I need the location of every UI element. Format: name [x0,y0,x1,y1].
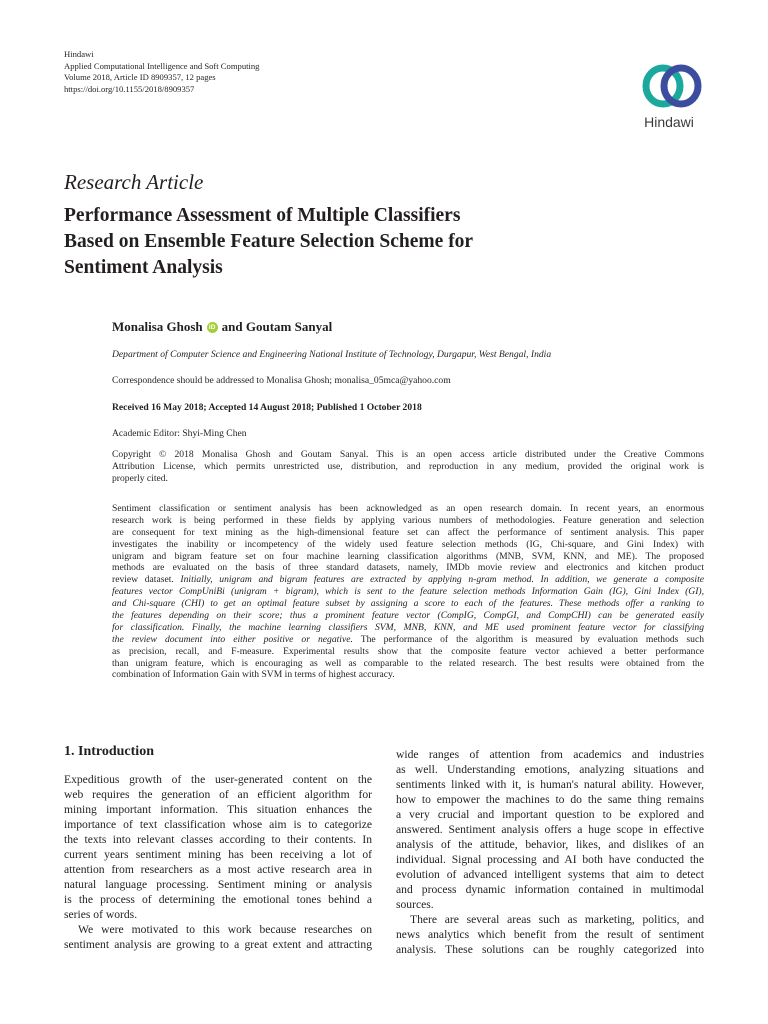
abstract-text: investigates the inability or incompetency of the widely used feature selection methods (IG, Chi-square, and Gini Index) with [112,538,704,550]
body-text-line: sources. [396,898,434,911]
body-text-line: series of words. [64,908,138,921]
hindawi-logo-icon [635,60,709,112]
abstract-text: unigram and bigram feature set on four machine learning classification algorithms (MNB, SVM, KNN, and ME). The proposed [112,550,704,562]
title-line: Performance Assessment of Multiple Classifiers [64,205,461,226]
journal-header [64,49,484,95]
body-text-line: Expeditious growth of the user-generated content on the [64,773,372,786]
abstract-text: methods are evaluated on the basis of three standard datasets, namely, IMDb movie review and electronics and kitchen product [112,562,704,574]
abstract-line [112,669,704,681]
abstract-text: review dataset. [112,574,174,586]
abstract-line [112,646,704,658]
abstract-line [112,515,704,527]
abstract-line [112,598,704,610]
body-text-line: how to empower the machines to do the same thing remains [396,793,704,806]
hindawi-logo [632,60,712,132]
body-text-line: There are several areas such as marketing, politics, and [410,913,704,926]
body-text-line: sentiments linked with it, is human's natural ability. However, [396,778,704,791]
body-text-line: analysis of the attitude, behavior, likes, and dislikes of an [396,838,704,851]
abstract-line [112,539,704,551]
volume-info: Volume 2018, Article ID 8909357, 12 pages [64,72,216,83]
orcid-icon[interactable]: iD [207,322,218,333]
abstract-text: Initially, unigram and bigram features are extracted by applying n-gram method. In addition, we generate a composite [173,574,704,586]
abstract-text: combination of Information Gain with SVM in terms of highest accuracy. [112,669,395,681]
abstract-text: than unigram feature, which is encouraging as well as comparable to the related research. The best results were obtained from the [112,657,704,669]
body-text-line: individual. Signal processing and AI both have conducted the [396,853,704,866]
body-text-line: is the process of determining the emotional tones behind a [64,893,372,906]
journal-name: Applied Computational Intelligence and Soft Computing [64,60,260,71]
publication-dates: Received 16 May 2018; Accepted 14 August 2018; Published 1 October 2018 [112,402,422,413]
body-text-line: answered. Sentiment analysis offers a huge scope in effective [396,823,704,836]
abstract-text: the review document into either positive or negative. [112,633,353,645]
body-text-line: We were motivated to this work because researches on [78,923,372,936]
abstract [112,503,704,681]
abstract-text: for classification. Finally, the machine learning classifiers SVM, MNB, KNN, and ME used prominent feature vector for classifying [112,621,704,633]
body-text-line: attention from researchers as a most active research area in [64,863,372,876]
abstract-line [112,610,704,622]
paper-title [64,203,584,281]
body-text-line: current years sentiment mining has been receiving a lot of [64,848,372,861]
copyright-line: Copyright © 2018 Monalisa Ghosh and Goutam Sanyal. This is an open access article distributed under the Creative Commons [112,449,704,460]
abstract-text: the features depending on their score; thus a prominent feature vector (CompIG, CompGI, and CompCHI) can be generated easily [112,610,704,622]
title-line: Sentiment Analysis [64,257,223,278]
body-text-line: evolution of advanced intelligent systems that aim to detect [396,868,704,881]
publisher-name: Hindawi [64,49,94,59]
abstract-text: and Chi-square (CHI) to get an optimal feature subset by assigning a score to each of the features. These methods offer a ranking to [112,598,704,610]
affiliation: Department of Computer Science and Engineering National Institute of Technology, Durgapur, West Bengal, India [112,349,552,360]
abstract-line [112,562,704,574]
body-text-line: mining important information. This situation enhances the [64,803,372,816]
right-column [396,747,704,957]
logo-text: Hindawi [644,114,694,130]
body-text-line: sentiment analysis are growing to a great extent and attracting [64,938,372,951]
body-text-line: importance of text classification whose aim is to categorize [64,818,372,831]
abstract-text: features vector CompUniBi (unigram + bigram), which is sent to the feature selection methods Information Gain (IG), Gini Index (GI), [112,586,704,598]
body-text-line: analysis. These solutions can be roughly categorized into [396,943,704,956]
body-text-line: and process dynamic information contained in multimodal [396,883,704,896]
abstract-line [112,551,704,563]
abstract-line [112,634,704,646]
abstract-text: The performance of the algorithm is measured by evaluation methods such [352,633,704,645]
copyright-line: Attribution License, which permits unrestricted use, distribution, and reproduction in any medium, provided the original work is [112,460,704,472]
left-column [64,772,372,952]
copyright-notice [112,449,704,485]
abstract-line [112,586,704,598]
abstract-line [112,622,704,634]
body-text-line: natural language processing. Sentiment mining or analysis [64,878,372,891]
academic-editor: Academic Editor: Shyi-Ming Chen [112,428,247,439]
author-first[interactable]: Monalisa Ghosh [112,319,203,334]
doi-link[interactable]: https://doi.org/10.1155/2018/8909357 [64,83,195,94]
correspondence: Correspondence should be addressed to Monalisa Ghosh; monalisa_05mca@yahoo.com [112,375,451,386]
abstract-text: are consequent for text mining as the high-dimensional feature set can affect the performance of sentiment analysis. This paper [112,526,704,538]
abstract-line [112,658,704,670]
abstract-line [112,503,704,515]
abstract-text: Sentiment classification or sentiment analysis has been acknowledged as an open research domain. In recent years, an enormous [112,503,704,514]
section-heading: 1. Introduction [64,744,154,759]
copyright-line: properly cited. [112,472,168,484]
body-text-line: wide ranges of attention from academics and industries [396,748,704,761]
body-text-line: the texts into relevant classes according to their contents. In [64,833,372,846]
author-rest: and Goutam Sanyal [221,319,333,334]
body-text-line: web requires the generation of an efficient algorithm for [64,788,372,801]
author-list [112,319,332,335]
body-text-line: a very crucial and important question to be explored and [396,808,704,821]
abstract-line [112,574,704,586]
body-text-line: as well. Understanding emotions, analyzing situations and [396,763,704,776]
abstract-line [112,527,704,539]
body-text-line: news analytics which benefit from the result of sentiment [396,928,704,941]
abstract-text: as precision, recall, and F-measure. Experimental results show that the composite feature vector achieved a better performance [112,645,704,657]
article-type: Research Article [64,170,204,194]
title-line: Based on Ensemble Feature Selection Scheme for [64,231,474,252]
abstract-text: research work is being performed in these fields by applying various numbers of methodologies. Feature generation and selection [112,514,704,526]
